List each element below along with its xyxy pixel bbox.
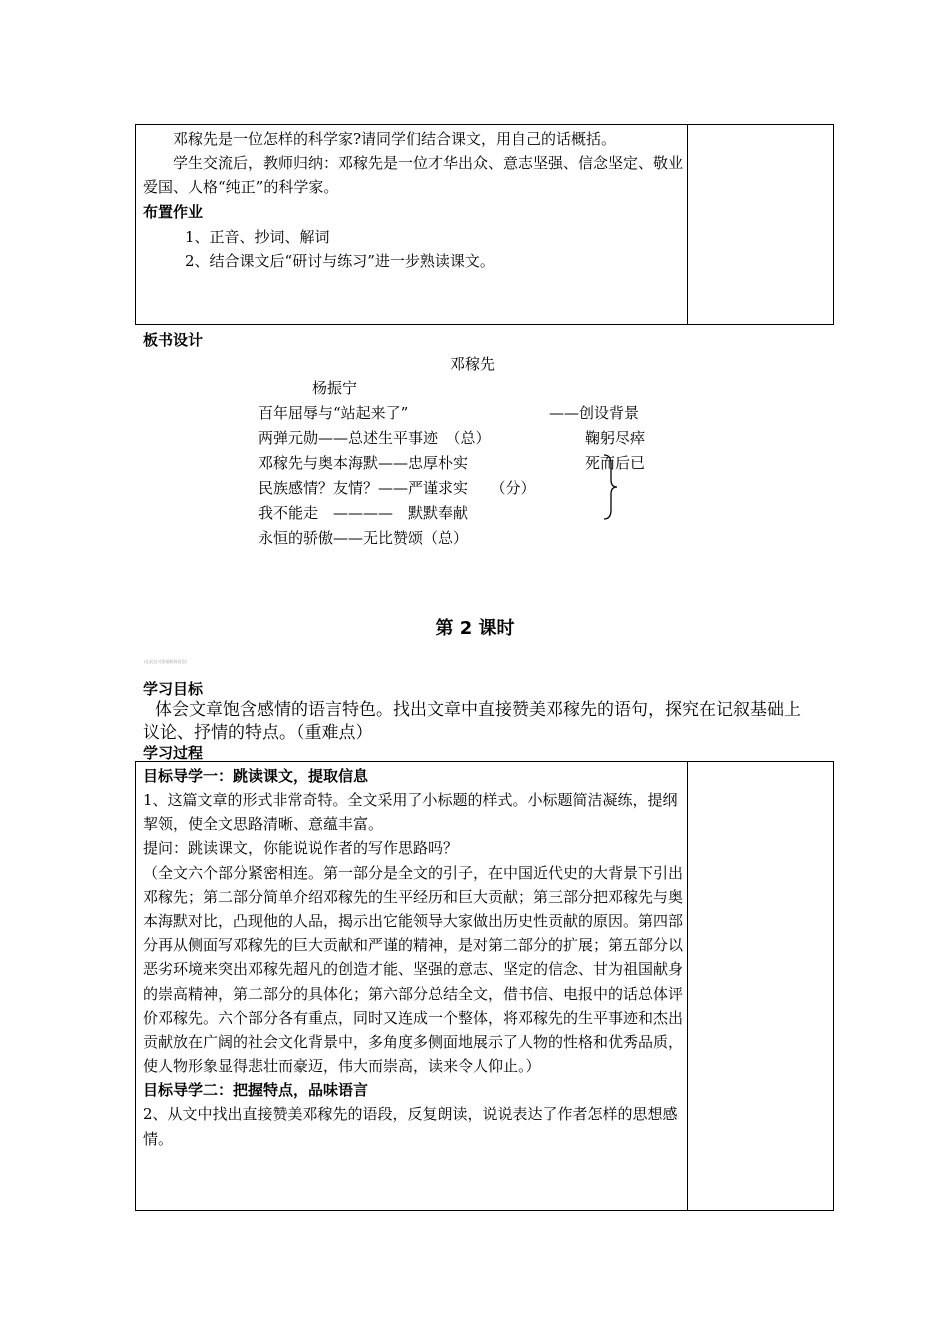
board-right-2: 鞠躬尽瘁 (585, 429, 646, 447)
board-heading: 板书设计 (143, 331, 204, 349)
guide-1-paragraph-1: 1、这篇文章的形式非常奇特。全文采用了小标题的样式。小标题简洁凝练，提纲挈领，使全文思路清晰、意蕴丰富。 (143, 791, 678, 834)
board-line-3: 邓稼先与奥本海默——忠厚朴实 (258, 454, 469, 472)
table-1-content (143, 127, 683, 273)
homework-item-1: 1、正音、抄词、解词 (185, 228, 330, 246)
goal-heading: 学习目标 (143, 680, 204, 698)
goal-text: 体会文章饱含感情的语言特色。找出文章中直接赞美邓稼先的语句，探究在记叙基础上议论、抒情的特点。（重难点） (143, 700, 801, 743)
table-2-divider (687, 761, 688, 1211)
guide-1-answer: （全文六个部分紧密相连。第一部分是全文的引子，在中国近代史的大背景下引出邓稼先；第二部分简单介绍邓稼先的生平经历和巨大贡献；第三部分把邓稼先与奥本海默对比，凸现他的人品，揭示出它能领导大家做出历史性贡献的原因。第四部分再从侧面写邓稼先的巨大贡献和严谨的精神，是对第二部分的扩展；第五部分以恶劣环境来突出邓稼先超凡的创造才能、坚强的意志、坚定的信念、甘为祖国献身的崇高精神，第二部分的具体化；第六部分总结全文，借书信、电报中的话总体评价邓稼先。六个部分各有重点，同时又连成一个整体，将邓稼先的生平事迹和杰出贡献放在广阔的社会文化背景中，多角度多侧面地展示了人物的性格和优秀品质，使人物形象显得悲壮而豪迈，伟大而崇高，读来令人仰止。） (143, 863, 684, 1076)
table-2-content (143, 764, 683, 1151)
board-line-2: 两弹元勋——总述生平事迹 （总） (258, 429, 491, 447)
process-heading: 学习过程 (143, 744, 204, 762)
guide-2-paragraph: 2、从文中找出直接赞美邓稼先的语段，反复朗读，说说表达了作者怎样的思想感情。 (143, 1105, 678, 1148)
homework-item-2: 2、结合课文后“研讨与练习”进一步熟读课文。 (185, 252, 495, 270)
board-title: 邓稼先 (450, 355, 496, 373)
board-right-3: 死而后已 (585, 454, 646, 472)
board-line-6: 永恒的骄傲——无比赞颂（总） (258, 529, 469, 547)
guide-2-title: 目标导学二：把握特点，品味语言 (143, 1081, 369, 1100)
paragraph-question: 邓稼先是一位怎样的科学家?请同学们结合课文，用自己的话概括。 (173, 130, 617, 148)
paragraph-summary: 学生交流后，教师归纳：邓稼先是一位才华出众、意志坚强、信念坚定、敬业爱国、人格“纯正”的科学家。 (143, 154, 684, 196)
table-1-divider (687, 124, 688, 325)
board-line-4: 民族感情？友情？——严谨求实 （分） (258, 479, 536, 497)
guide-1-question: 提问：跳读课文，你能说说作者的写作思路吗？ (143, 839, 459, 858)
tiny-note: (在此处可添加版权信息) (144, 659, 188, 664)
board-line-1: 百年屈辱与“站起来了” (258, 404, 409, 422)
board-line-5: 我不能走 ———— 默默奉献 (258, 504, 469, 522)
board-brace-icon (598, 452, 622, 522)
homework-heading: 布置作业 (143, 203, 204, 221)
board-author: 杨振宁 (312, 379, 358, 397)
guide-1-title: 目标导学一：跳读课文，提取信息 (143, 767, 369, 785)
board-right-1: ——创设背景 (549, 404, 640, 422)
lesson-2-title: 第 2 课时 (435, 618, 515, 639)
